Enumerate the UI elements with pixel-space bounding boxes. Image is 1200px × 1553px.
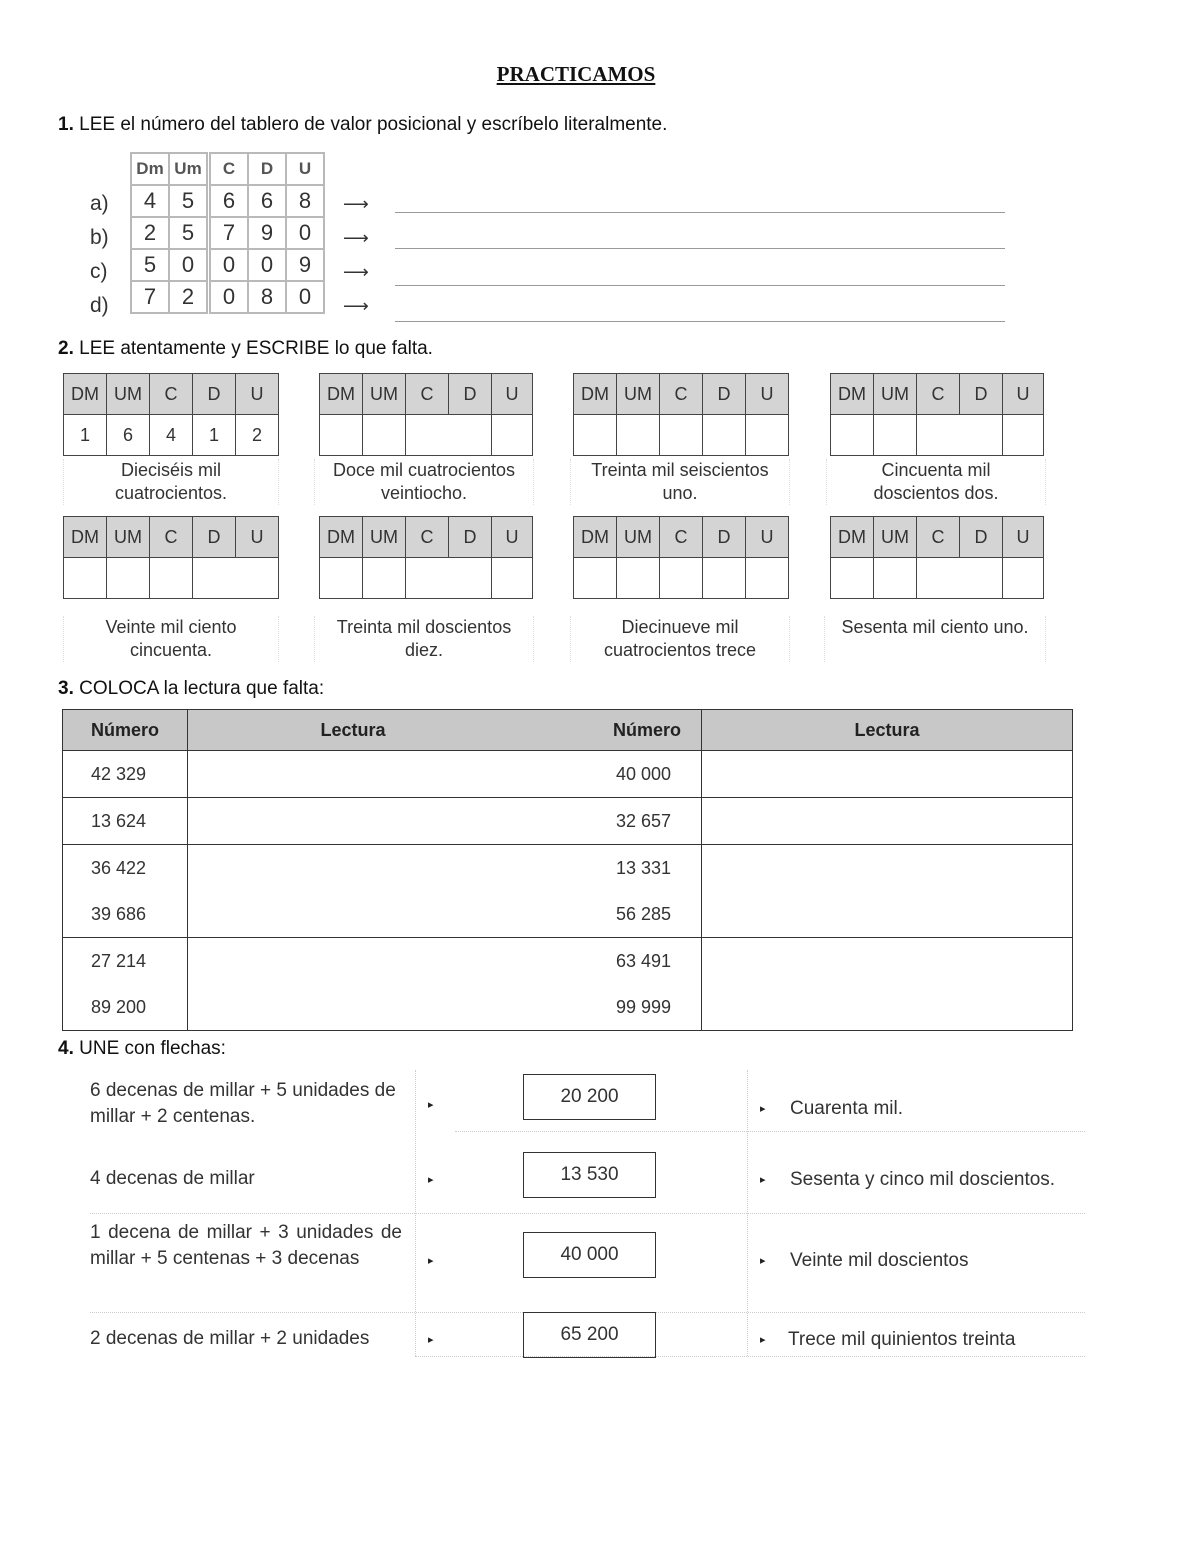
header-cell: D xyxy=(193,517,236,558)
divider xyxy=(90,1213,1085,1214)
place-value-table xyxy=(130,152,325,314)
bullet-triangle-icon[interactable]: ▸ xyxy=(428,1099,434,1111)
section-number: 3. xyxy=(58,678,74,699)
digit-cell: 6 xyxy=(107,415,150,456)
answer-cell[interactable] xyxy=(617,558,660,599)
digit-cell: 5 xyxy=(131,249,169,281)
number-cell: 89 200 xyxy=(63,984,188,1031)
bullet-triangle-icon[interactable]: ▸ xyxy=(760,1103,766,1115)
answer-line[interactable] xyxy=(395,321,1005,322)
header-cell: DM xyxy=(831,517,874,558)
answer-cell[interactable] xyxy=(406,558,492,599)
header-cell: D xyxy=(960,517,1003,558)
answer-cell[interactable] xyxy=(703,415,746,456)
header-cell: D xyxy=(248,153,286,185)
answer-cell[interactable] xyxy=(107,558,150,599)
number-caption xyxy=(826,459,1046,505)
digit-cell: 2 xyxy=(169,281,209,313)
answer-cell[interactable] xyxy=(617,415,660,456)
number-cell: 39 686 xyxy=(63,891,188,938)
header-cell: U xyxy=(236,517,279,558)
section-1-heading xyxy=(58,114,667,136)
place-value-box xyxy=(319,516,533,599)
digit-cell: 5 xyxy=(169,185,209,217)
answer-cell[interactable] xyxy=(1003,558,1044,599)
header-cell: DM xyxy=(320,517,363,558)
number-box[interactable]: 40 000 xyxy=(523,1232,656,1278)
digit-cell: 4 xyxy=(131,185,169,217)
header-cell: U xyxy=(746,374,789,415)
digit-cell: 4 xyxy=(150,415,193,456)
header-cell: C xyxy=(150,374,193,415)
reading-cell[interactable] xyxy=(188,938,519,985)
caption-line: Doce mil cuatrocientos xyxy=(332,460,516,480)
header-cell: U xyxy=(746,517,789,558)
answer-line[interactable] xyxy=(395,248,1005,249)
number-cell: 36 422 xyxy=(63,845,188,892)
header-cell: UM xyxy=(107,517,150,558)
number-cell: 56 285 xyxy=(615,903,671,924)
digit-cell: 5 xyxy=(169,217,209,249)
header-cell: DM xyxy=(64,374,107,415)
header-cell: UM xyxy=(617,517,660,558)
section-4-heading xyxy=(58,1038,226,1060)
answer-cell[interactable] xyxy=(703,558,746,599)
reading-cell[interactable] xyxy=(188,984,519,1031)
caption-line: Dieciséis mil xyxy=(120,460,221,480)
row-label: c) xyxy=(90,260,108,283)
reading-item: Cuarenta mil. xyxy=(790,1098,903,1119)
header-cell: C xyxy=(150,517,193,558)
number-caption xyxy=(824,616,1046,662)
header-cell: U xyxy=(286,153,324,185)
answer-cell[interactable] xyxy=(746,558,789,599)
reading-item: Sesenta y cinco mil doscientos. xyxy=(790,1169,1056,1190)
answer-cell[interactable] xyxy=(320,415,363,456)
digit-cell: 0 xyxy=(286,281,324,313)
section-number: 1. xyxy=(58,114,74,135)
reading-cell[interactable] xyxy=(188,891,519,938)
caption-line: diez. xyxy=(404,640,444,660)
answer-cell[interactable] xyxy=(874,415,917,456)
header-cell: D xyxy=(960,374,1003,415)
answer-cell[interactable] xyxy=(363,415,406,456)
section-instruction: COLOCA la lectura que falta: xyxy=(79,678,325,699)
caption-line: Treinta mil doscientos xyxy=(336,617,512,637)
caption-line: Veinte mil ciento xyxy=(105,617,237,637)
place-value-box xyxy=(830,516,1044,599)
column-header: Lectura xyxy=(702,710,1073,751)
header-cell: DM xyxy=(574,374,617,415)
digit-cell: 2 xyxy=(236,415,279,456)
divider xyxy=(455,1131,1085,1132)
arrow-right-icon: ⟶ xyxy=(343,296,369,316)
digit-cell: 8 xyxy=(248,281,286,313)
reading-cell[interactable] xyxy=(702,938,1073,985)
expression-item: 6 decenas de millar + 5 unidades de millar + 2 centenas. xyxy=(90,1080,396,1127)
digit-cell: 7 xyxy=(131,281,169,313)
answer-cell[interactable] xyxy=(660,558,703,599)
header-cell: U xyxy=(492,374,533,415)
section-instruction: LEE el número del tablero de valor posicional y escríbelo literalmente. xyxy=(79,114,668,135)
divider xyxy=(415,1356,1085,1357)
answer-cell[interactable] xyxy=(660,415,703,456)
answer-cell[interactable] xyxy=(492,415,533,456)
digit-cell: 8 xyxy=(286,185,324,217)
digit-cell: 0 xyxy=(286,217,324,249)
caption-line: Treinta mil seiscientos xyxy=(591,460,769,480)
caption-line: cincuenta. xyxy=(129,640,213,660)
header-cell: UM xyxy=(363,517,406,558)
expression-item: 2 decenas de millar + 2 unidades xyxy=(90,1328,370,1349)
number-box[interactable]: 20 200 xyxy=(523,1074,656,1120)
divider xyxy=(747,1070,748,1356)
header-cell: UM xyxy=(363,374,406,415)
page-title: PRACTICAMOS xyxy=(496,62,656,86)
place-value-box xyxy=(63,516,279,599)
bullet-triangle-icon[interactable]: ▸ xyxy=(760,1334,766,1346)
header-cell: U xyxy=(1003,374,1044,415)
caption-line: cuatrocientos. xyxy=(114,483,228,503)
reading-item: Veinte mil doscientos xyxy=(790,1250,969,1271)
column-header: Número xyxy=(518,710,702,751)
section-number: 2. xyxy=(58,338,74,359)
number-cell: 42 329 xyxy=(63,751,188,798)
reading-cell[interactable] xyxy=(188,751,519,798)
header-cell: Dm xyxy=(131,153,169,185)
answer-cell[interactable] xyxy=(363,558,406,599)
section-2-heading xyxy=(58,338,433,360)
section-number: 4. xyxy=(58,1038,74,1059)
header-cell: D xyxy=(703,374,746,415)
header-cell: C xyxy=(406,374,449,415)
reading-cell[interactable] xyxy=(188,845,519,892)
number-box[interactable]: 13 530 xyxy=(523,1152,656,1198)
column-header: Número xyxy=(63,710,188,751)
header-cell: U xyxy=(1003,517,1044,558)
bullet-triangle-icon[interactable]: ▸ xyxy=(428,1334,434,1346)
answer-cell[interactable] xyxy=(406,415,492,456)
place-value-box xyxy=(319,373,533,456)
expression-item: 4 decenas de millar xyxy=(90,1168,255,1189)
row-label: b) xyxy=(90,226,109,249)
reading-item: Trece mil quinientos treinta xyxy=(788,1329,1016,1350)
number-cell: 40 000 xyxy=(518,751,702,798)
number-cell: 99 999 xyxy=(518,984,702,1031)
place-value-box xyxy=(830,373,1044,456)
caption-line: Diecinueve mil xyxy=(621,617,739,637)
arrow-right-icon: ⟶ xyxy=(343,262,369,282)
header-cell: C xyxy=(209,153,249,185)
digit-cell: 0 xyxy=(248,249,286,281)
answer-cell[interactable] xyxy=(1003,415,1044,456)
answer-cell[interactable] xyxy=(574,558,617,599)
row-label: a) xyxy=(90,192,109,215)
section-instruction: LEE atentamente y ESCRIBE lo que falta. xyxy=(79,338,433,359)
number-caption xyxy=(63,459,279,505)
digit-cell: 7 xyxy=(209,217,249,249)
number-cell: 13 331 xyxy=(518,845,702,892)
place-value-box xyxy=(573,516,789,599)
answer-cell[interactable] xyxy=(492,558,533,599)
digit-cell: 9 xyxy=(286,249,324,281)
header-cell: DM xyxy=(574,517,617,558)
answer-cell[interactable] xyxy=(193,558,279,599)
bullet-triangle-icon[interactable]: ▸ xyxy=(428,1255,434,1267)
column-header: Lectura xyxy=(188,710,519,751)
digit-cell: 0 xyxy=(169,249,209,281)
reading-cell[interactable] xyxy=(702,984,1073,1031)
bullet-triangle-icon[interactable]: ▸ xyxy=(760,1174,766,1186)
answer-cell[interactable] xyxy=(574,415,617,456)
reading-cell[interactable] xyxy=(702,751,1073,798)
header-cell: D xyxy=(193,374,236,415)
arrow-right-icon: ⟶ xyxy=(343,228,369,248)
caption-line: Cincuenta mil xyxy=(881,460,991,480)
expression-item: 1 decena de millar + 3 unidades de millar + 5 centenas + 3 decenas xyxy=(90,1222,402,1269)
digit-cell: 6 xyxy=(209,185,249,217)
number-cell: 63 491 xyxy=(518,938,702,985)
answer-line[interactable] xyxy=(395,212,1005,213)
reading-cell[interactable] xyxy=(702,891,1073,938)
digit-cell: 6 xyxy=(248,185,286,217)
header-cell: C xyxy=(660,374,703,415)
digit-cell: 2 xyxy=(131,217,169,249)
reading-table xyxy=(62,709,1073,1031)
header-cell: U xyxy=(492,517,533,558)
header-cell: UM xyxy=(874,517,917,558)
section-instruction: UNE con flechas: xyxy=(79,1038,226,1059)
header-cell: C xyxy=(660,517,703,558)
bullet-triangle-icon[interactable]: ▸ xyxy=(428,1174,434,1186)
reading-cell[interactable] xyxy=(702,798,1073,845)
answer-cell[interactable] xyxy=(917,415,1003,456)
caption-line: doscientos dos. xyxy=(873,483,999,503)
answer-line[interactable] xyxy=(395,285,1005,286)
caption-line: uno. xyxy=(662,483,698,503)
header-cell: UM xyxy=(617,374,660,415)
divider xyxy=(415,1070,416,1356)
place-value-box xyxy=(63,373,279,456)
answer-cell[interactable] xyxy=(917,558,1003,599)
place-value-box xyxy=(573,373,789,456)
arrow-right-icon: ⟶ xyxy=(343,194,369,214)
answer-cell[interactable] xyxy=(150,558,193,599)
header-cell: U xyxy=(236,374,279,415)
header-cell: C xyxy=(406,517,449,558)
number-caption xyxy=(63,616,279,662)
header-cell: UM xyxy=(107,374,150,415)
section-3-heading xyxy=(58,678,324,700)
number-caption xyxy=(314,616,534,662)
header-cell: C xyxy=(917,374,960,415)
header-cell: D xyxy=(449,374,492,415)
digit-cell: 0 xyxy=(209,281,249,313)
number-caption xyxy=(570,616,790,662)
answer-cell[interactable] xyxy=(831,558,874,599)
digit-cell: 9 xyxy=(248,217,286,249)
reading-cell[interactable] xyxy=(702,845,1073,892)
header-cell: DM xyxy=(320,374,363,415)
header-cell: C xyxy=(917,517,960,558)
header-cell: UM xyxy=(874,374,917,415)
caption-line: veintiocho. xyxy=(380,483,468,503)
reading-cell[interactable] xyxy=(188,798,519,845)
number-cell: 32 657 xyxy=(518,798,702,845)
bullet-triangle-icon[interactable]: ▸ xyxy=(760,1255,766,1267)
digit-cell: 0 xyxy=(209,249,249,281)
answer-cell[interactable] xyxy=(831,415,874,456)
answer-cell[interactable] xyxy=(746,415,789,456)
answer-cell[interactable] xyxy=(64,558,107,599)
digit-cell: 1 xyxy=(193,415,236,456)
number-cell: 27 214 xyxy=(63,938,188,985)
header-cell: DM xyxy=(64,517,107,558)
number-caption xyxy=(570,459,790,505)
header-cell: Um xyxy=(169,153,209,185)
row-label: d) xyxy=(90,294,109,317)
answer-cell[interactable] xyxy=(320,558,363,599)
answer-cell[interactable] xyxy=(874,558,917,599)
number-cell: 13 624 xyxy=(63,798,188,845)
header-cell: DM xyxy=(831,374,874,415)
header-cell: D xyxy=(449,517,492,558)
number-caption xyxy=(314,459,534,505)
caption-line: Sesenta mil ciento uno. xyxy=(841,617,1029,637)
digit-cell: 1 xyxy=(64,415,107,456)
number-box[interactable]: 65 200 xyxy=(523,1312,656,1358)
header-cell: D xyxy=(703,517,746,558)
caption-line: cuatrocientos trece xyxy=(603,640,757,660)
